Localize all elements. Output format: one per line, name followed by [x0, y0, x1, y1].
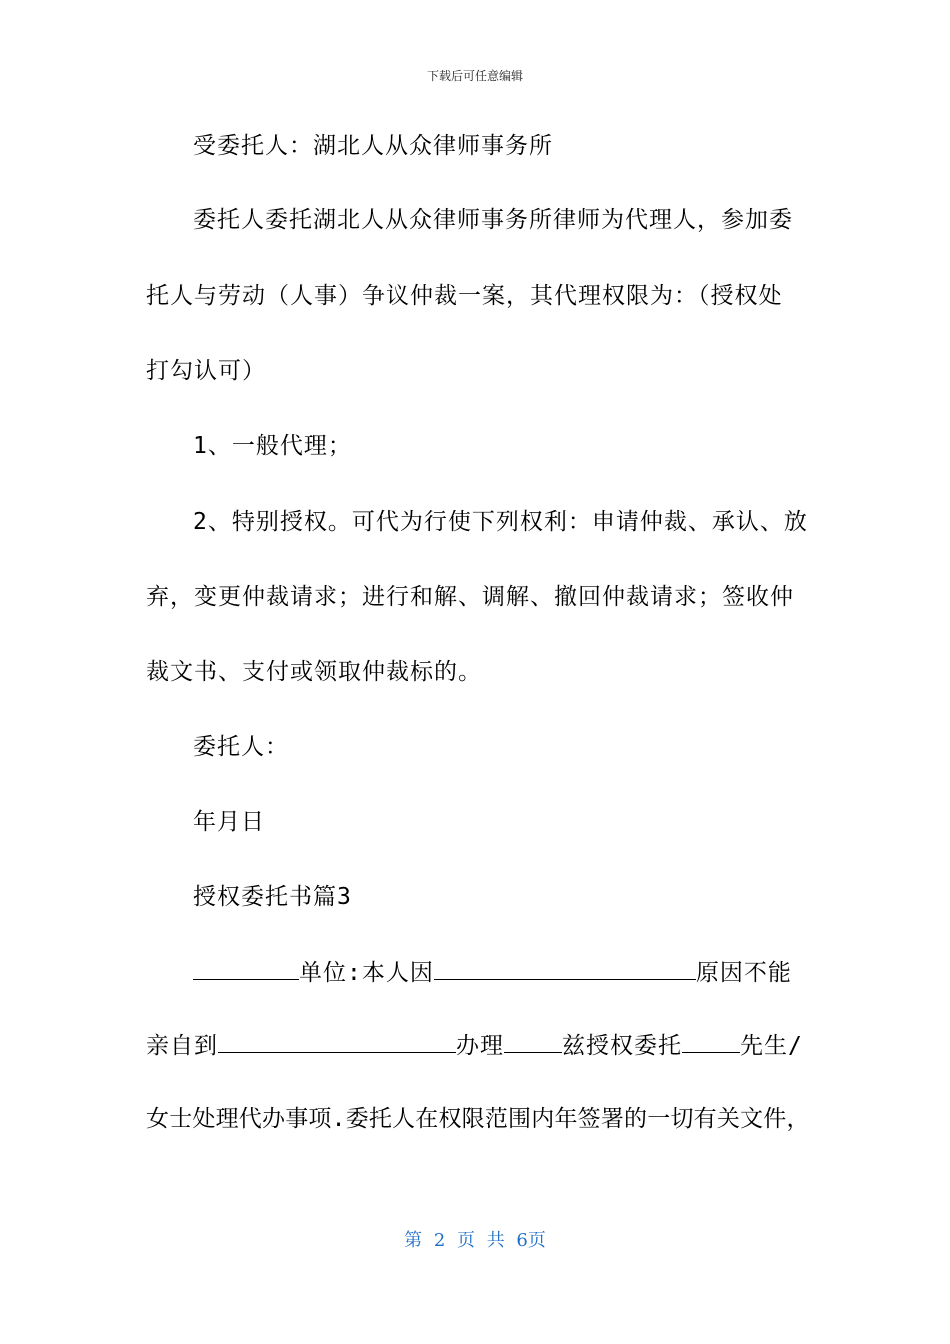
header-note: 下载后可任意编辑 — [426, 69, 523, 83]
list-item-general-agency: 1、一般代理； — [193, 433, 352, 459]
fill-in-line — [146, 1030, 803, 1061]
paragraph-line: 裁文书、支付或领取仲裁标的。 — [146, 659, 482, 685]
paragraph-line: 弃，变更仲裁请求；进行和解、调解、撤回仲裁请求；签收仲 — [146, 584, 794, 610]
trustee-line: 受委托人：湖北人从众律师事务所 — [193, 133, 553, 159]
fill-in-text: 兹授权委托 — [562, 1033, 682, 1059]
paragraph-line: 打勾认可） — [146, 358, 266, 384]
paragraph-line: 委托人委托湖北人从众律师事务所律师为代理人，参加委 — [193, 207, 793, 233]
principal-signature-label: 委托人： — [193, 734, 289, 760]
paragraph-line: 2、特别授权。可代为行使下列权利：申请仲裁、承认、放 — [193, 509, 808, 535]
section-title: 授权委托书篇3 — [193, 884, 352, 910]
blank-field[interactable] — [504, 1030, 562, 1053]
fill-in-text: 单位:本人因 — [299, 960, 434, 986]
fill-in-text: 办理 — [456, 1033, 504, 1059]
blank-field[interactable] — [218, 1030, 456, 1053]
blank-field[interactable] — [682, 1030, 740, 1053]
blank-field[interactable] — [434, 957, 696, 980]
date-label: 年月日 — [193, 809, 265, 835]
fill-in-line — [193, 957, 792, 988]
fill-in-text: 先生/ — [740, 1033, 803, 1059]
page-number: 第 2 页 共 6页 — [404, 1230, 546, 1251]
paragraph-line: 托人与劳动（人事）争议仲裁一案，其代理权限为：（授权处 — [146, 283, 783, 309]
blank-field[interactable] — [193, 957, 299, 980]
fill-in-text: 原因不能 — [695, 960, 792, 986]
paragraph-line: 女士处理代办事项.委托人在权限范围内年签署的一切有关文件， — [146, 1106, 810, 1132]
fill-in-text: 亲自到 — [146, 1033, 218, 1059]
